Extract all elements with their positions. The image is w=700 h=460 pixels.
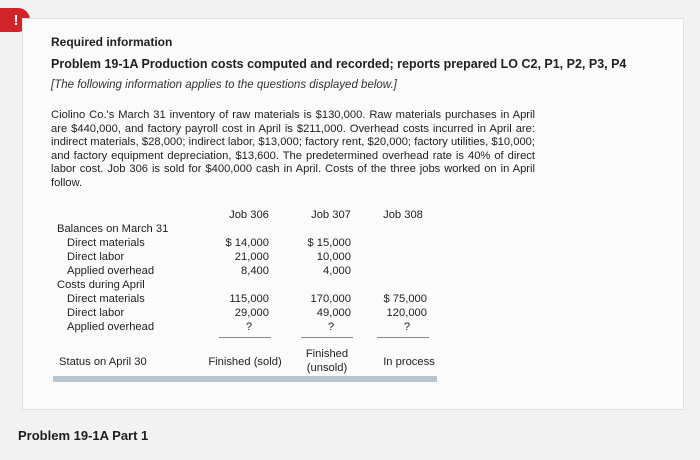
total-rule (219, 337, 271, 338)
status-label: Status on April 30 (59, 356, 147, 368)
part-title: Problem 19-1A Part 1 (18, 428, 149, 443)
info-note: [The following information applies to the questions displayed below.] (51, 79, 397, 91)
required-information-heading: Required information (51, 35, 173, 49)
row-label: Direct materials (67, 237, 145, 249)
row-label: Applied overhead (67, 321, 155, 333)
total-rule (377, 337, 429, 338)
column-header-job-308: Job 308 (383, 209, 423, 221)
problem-description: Ciolino Co.'s March 31 inventory of raw materials is $130,000. Raw materials purchases in April are $440,000, and factory payroll cost in April is $211,000. Overhead costs incurred in April are: indirect materials, $28,000; indirect labor, $13,000; factory rent, $20,000; factory utilities, $10,000; and factory equipment depreciation, $13,600. The predetermined overhead rate is 40% of direct labor cost. Job 306 is sold for $400,000 cash in April. Costs of the three jobs worked on in April follow. (51, 109, 535, 189)
cell-job-306: $ 14,000 (225, 237, 269, 249)
problem-title: Problem 19-1A Production costs computed and recorded; reports prepared LO C2, P1, P2, P3, P4 (51, 57, 627, 71)
column-header-job-307: Job 307 (311, 209, 351, 221)
section-label-march-31: Balances on March 31 (57, 223, 169, 235)
row-label: Direct labor (67, 251, 125, 263)
cell-job-308: ? (403, 321, 411, 333)
total-rule (301, 337, 353, 338)
section-label-april: Costs during April (57, 279, 145, 291)
cell-job-306: 8,400 (241, 265, 269, 277)
cell-job-307: 4,000 (323, 265, 351, 277)
table-bottom-band (53, 376, 437, 382)
row-label: Direct materials (67, 293, 145, 305)
status-job-307-line1: Finished (305, 348, 349, 360)
required-information-card (22, 18, 684, 410)
cell-job-307: 49,000 (316, 307, 351, 319)
cell-job-308: $ 75,000 (383, 293, 427, 305)
status-job-307-line2: (unsold) (306, 362, 348, 374)
cell-job-307: 170,000 (310, 293, 351, 305)
row-label: Direct labor (67, 307, 125, 319)
cell-job-306: ? (245, 321, 253, 333)
row-label: Applied overhead (67, 265, 155, 277)
cell-job-307: 10,000 (316, 251, 351, 263)
job-cost-table (23, 19, 683, 409)
cell-job-306: 21,000 (234, 251, 269, 263)
column-header-job-306: Job 306 (229, 209, 269, 221)
cell-job-307: ? (327, 321, 335, 333)
status-job-306: Finished (sold) (208, 356, 282, 368)
alert-icon: ! (0, 8, 30, 32)
cell-job-306: 29,000 (234, 307, 269, 319)
status-job-308: In process (383, 356, 435, 368)
cell-job-307: $ 15,000 (307, 237, 351, 249)
cell-job-306: 115,000 (229, 293, 269, 305)
cell-job-308: 120,000 (386, 307, 427, 319)
